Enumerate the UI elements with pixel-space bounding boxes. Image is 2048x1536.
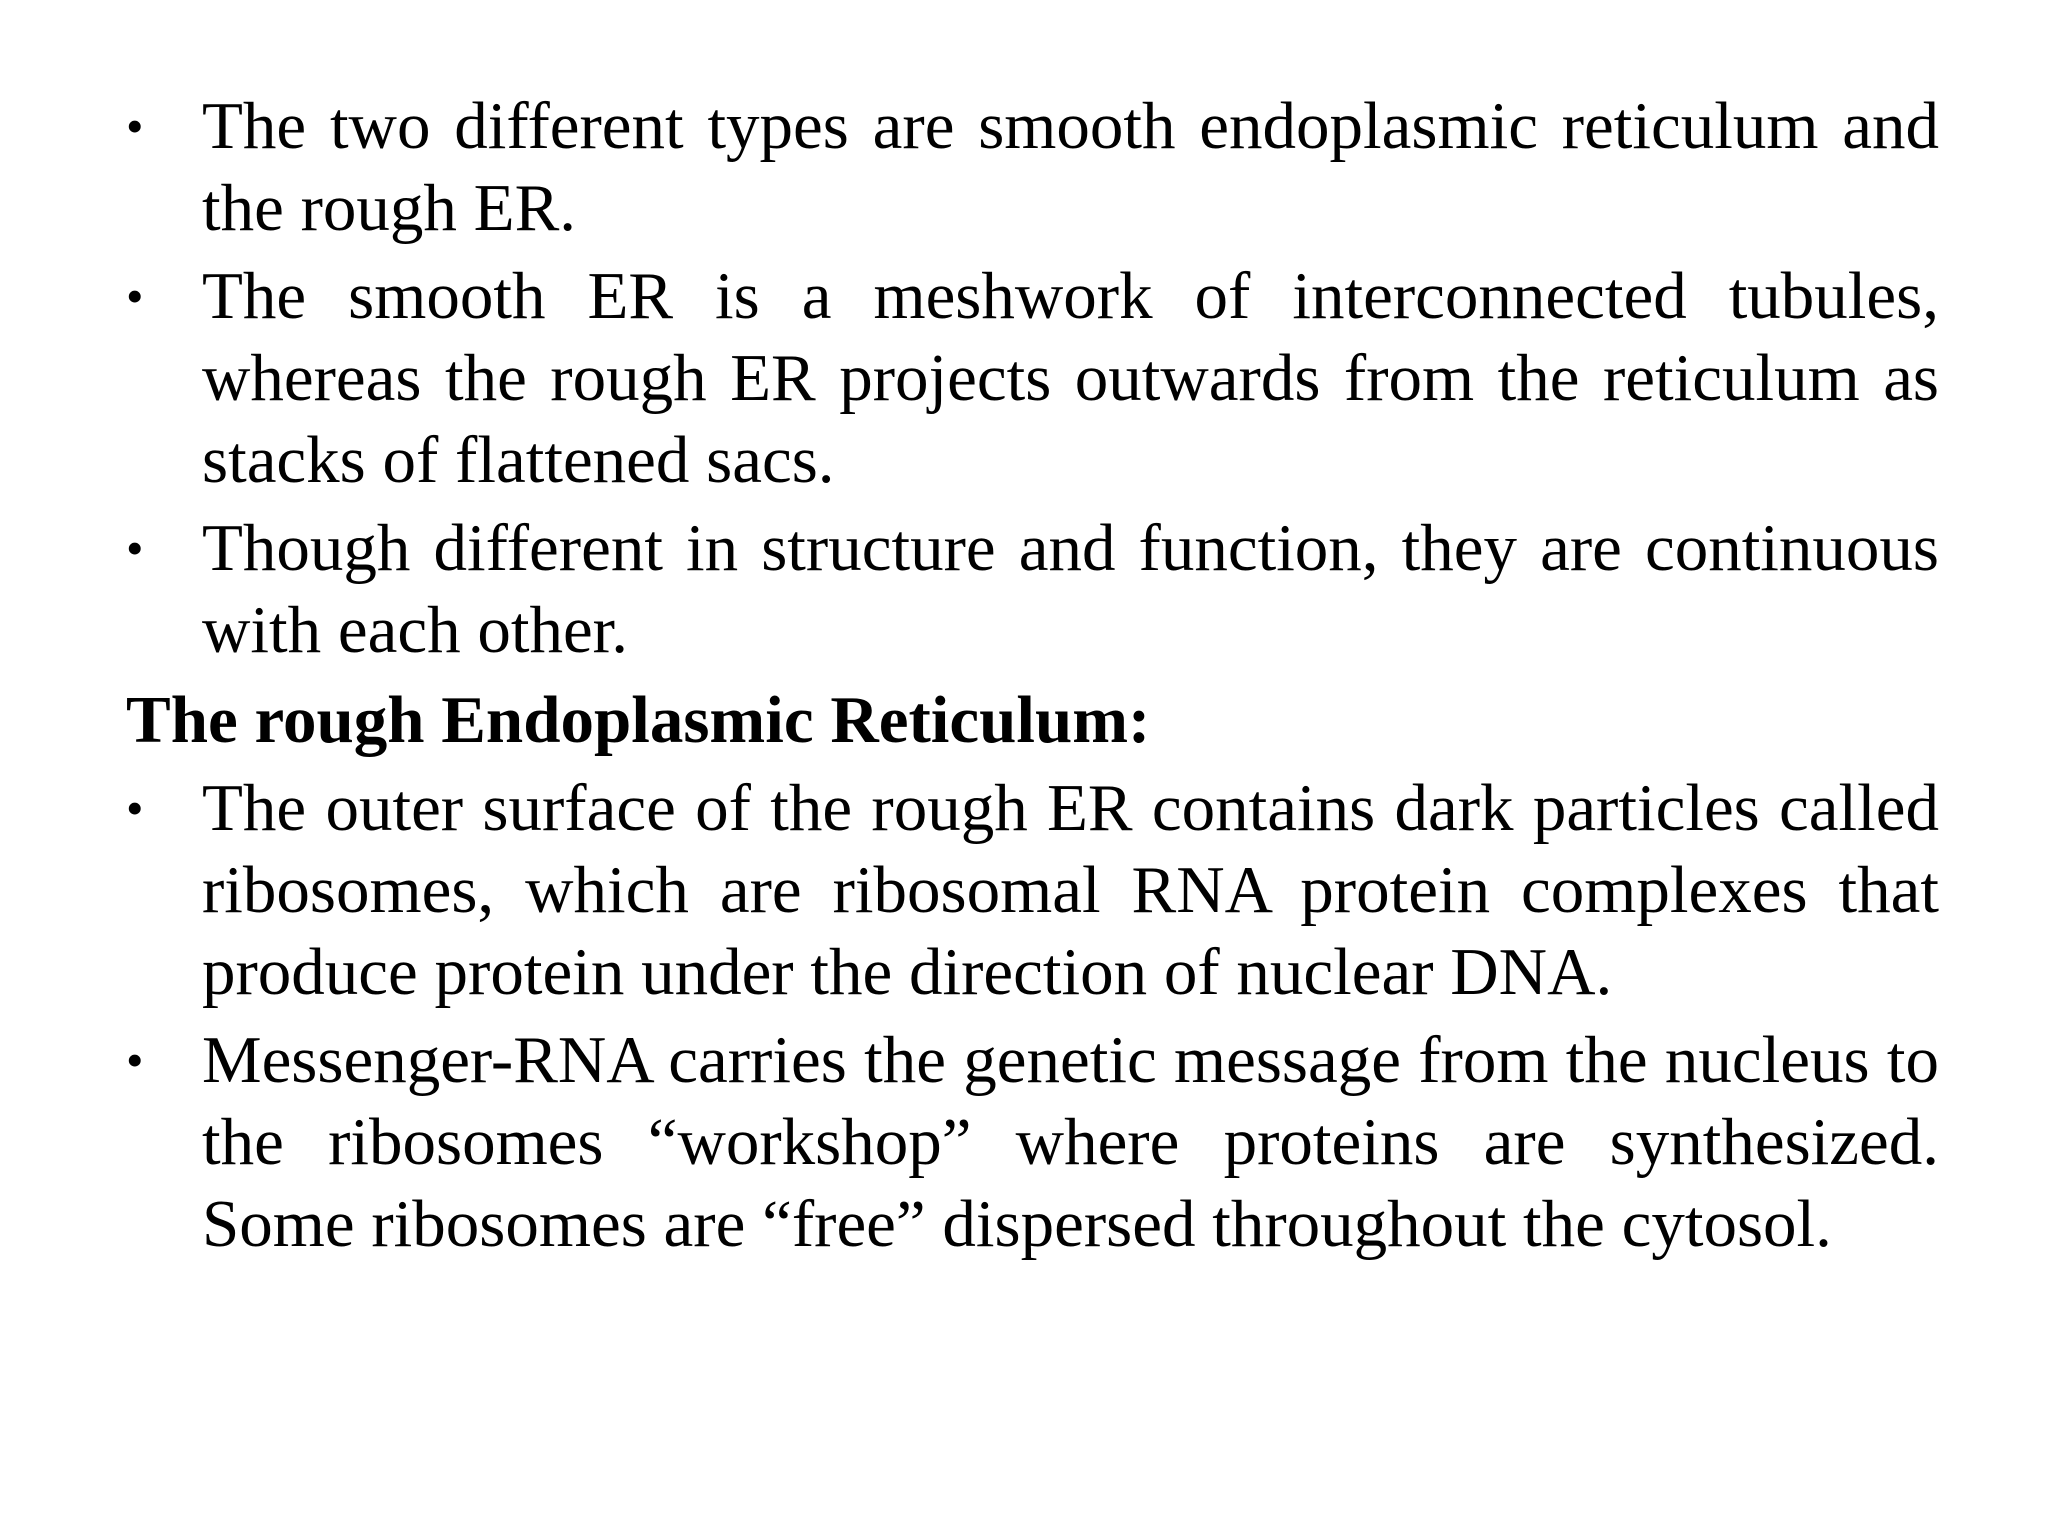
bullet-item-smooth-er (126, 255, 1939, 501)
bullet-text: Messenger-RNA carries the genetic message from the nucleus to the ribosomes “workshop” where proteins are synthesized. Some ribosomes are “free” dispersed throughout the cytosol. (202, 1023, 1939, 1261)
bullet-item-types (126, 85, 1939, 249)
bullet-icon: • (126, 1032, 144, 1088)
bullet-icon: • (126, 98, 144, 154)
bullet-item-ribosomes (126, 767, 1939, 1013)
bullet-text: The smooth ER is a meshwork of interconnected tubules, whereas the rough ER projects outwards from the reticulum as stacks of flattened sacs. (202, 259, 1939, 497)
section-heading: The rough Endoplasmic Reticulum: (126, 683, 1151, 757)
bullet-text: The two different types are smooth endoplasmic reticulum and the rough ER. (202, 89, 1939, 245)
bullet-text: Though different in structure and function, they are continuous with each other. (202, 511, 1939, 667)
bullet-item-messenger-rna (126, 1019, 1939, 1265)
slide-content (126, 85, 1939, 1271)
bullet-icon: • (126, 520, 144, 576)
bullet-text: The outer surface of the rough ER contains dark particles called ribosomes, which are ribosomal RNA protein complexes that produce protein under the direction of nuclear DNA. (202, 771, 1939, 1009)
bullet-icon: • (126, 780, 144, 836)
bullet-item-continuity (126, 507, 1939, 671)
bullet-icon: • (126, 268, 144, 324)
